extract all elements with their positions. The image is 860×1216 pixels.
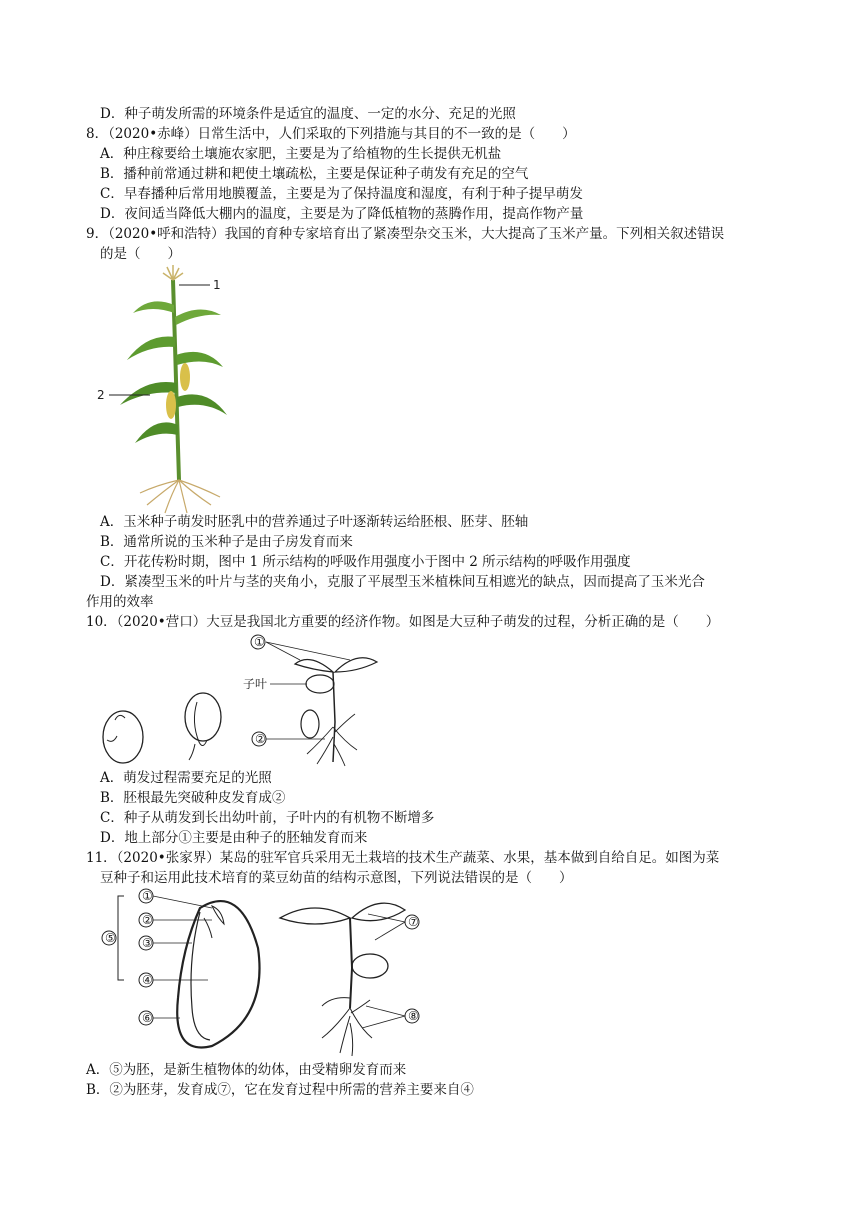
q9-option-a: A．玉米种子萌发时胚乳中的营养通过子叶逐渐转运给胚根、胚芽、胚轴 xyxy=(100,514,529,530)
q9-fig-label-2: 2 xyxy=(97,388,105,402)
soybean-germination-figure xyxy=(95,632,395,767)
q10-fig-label-cotyledon: 子叶 xyxy=(243,677,268,691)
q8-option-c: C．早春播种后常用地膜覆盖，主要是为了保持温度和湿度，有利于种子提早萌发 xyxy=(100,186,583,202)
q9-stem-line2: 的是（ ） xyxy=(100,246,181,262)
q11-fig-label-3: ③ xyxy=(142,936,153,950)
q9-option-d-line1: D．紧凑型玉米的叶片与茎的夹角小，克服了平展型玉米植株间互相遮光的缺点，因而提高了玉米光合 xyxy=(100,574,705,590)
q10-option-d: D．地上部分①主要是由种子的胚轴发育而来 xyxy=(100,830,368,846)
q11-option-b: B．②为胚芽，发育成⑦，它在发育过程中所需的营养主要来自④ xyxy=(86,1082,474,1098)
q9-option-c: C．开花传粉时期，图中 1 所示结构的呼吸作用强度小于图中 2 所示结构的呼吸作用强度 xyxy=(100,554,631,570)
q11-option-a: A．⑤为胚，是新生植物体的幼体，由受精卵发育而来 xyxy=(86,1062,407,1078)
corn-plant-figure xyxy=(95,265,235,515)
bean-seed-seedling-figure xyxy=(100,888,430,1058)
q9-stem-line1: 9．（2020•呼和浩特）我国的育种专家培育出了紧凑型杂交玉米，大大提高了玉米产量。下列相关叙述错误 xyxy=(86,226,725,242)
q11-fig-label-6: ⑥ xyxy=(142,1011,153,1025)
q10-option-c: C．种子从萌发到长出幼叶前，子叶内的有机物不断增多 xyxy=(100,810,435,826)
q11-stem-line1: 11．（2020•张家界）某岛的驻军官兵采用无土栽培的技术生产蔬菜、水果，基本做到自给自足。如图为菜 xyxy=(86,850,720,866)
q11-stem-line2: 豆种子和运用此技术培育的菜豆幼苗的结构示意图，下列说法错误的是（ ） xyxy=(100,870,573,886)
q11-fig-label-2: ② xyxy=(142,913,153,927)
q11-fig-label-1: ① xyxy=(142,889,153,903)
q10-option-b: B．胚根最先突破种皮发育成② xyxy=(100,790,286,806)
q11-fig-label-8: ⑧ xyxy=(408,1009,419,1023)
q8-stem: 8．（2020•赤峰）日常生活中，人们采取的下列措施与其目的不一致的是（ ） xyxy=(86,126,576,142)
q8-option-b: B．播种前常通过耕和耙使土壤疏松，主要是保证种子萌发有充足的空气 xyxy=(100,166,529,182)
q10-fig-label-2: ② xyxy=(255,732,266,746)
q10-fig-label-1: ① xyxy=(254,635,265,649)
q11-fig-label-7: ⑦ xyxy=(408,915,419,929)
q10-stem: 10．（2020•营口）大豆是我国北方重要的经济作物。如图是大豆种子萌发的过程，分析正确的是（ ） xyxy=(86,614,720,630)
q9-fig-label-1: 1 xyxy=(213,278,221,292)
q8-option-d: D．夜间适当降低大棚内的温度，主要是为了降低植物的蒸腾作用，提高作物产量 xyxy=(100,206,584,222)
q10-option-a: A．萌发过程需要充足的光照 xyxy=(100,770,272,786)
q8-option-a: A．种庄稼要给土壤施农家肥，主要是为了给植物的生长提供无机盐 xyxy=(100,146,502,162)
q11-fig-label-4: ④ xyxy=(142,973,153,987)
q7-option-d: D．种子萌发所需的环境条件是适宜的温度、一定的水分、充足的光照 xyxy=(100,106,516,122)
q9-option-d-line2: 作用的效率 xyxy=(86,594,154,610)
q11-fig-label-5: ⑤ xyxy=(105,931,116,945)
q9-option-b: B．通常所说的玉米种子是由子房发育而来 xyxy=(100,534,353,550)
